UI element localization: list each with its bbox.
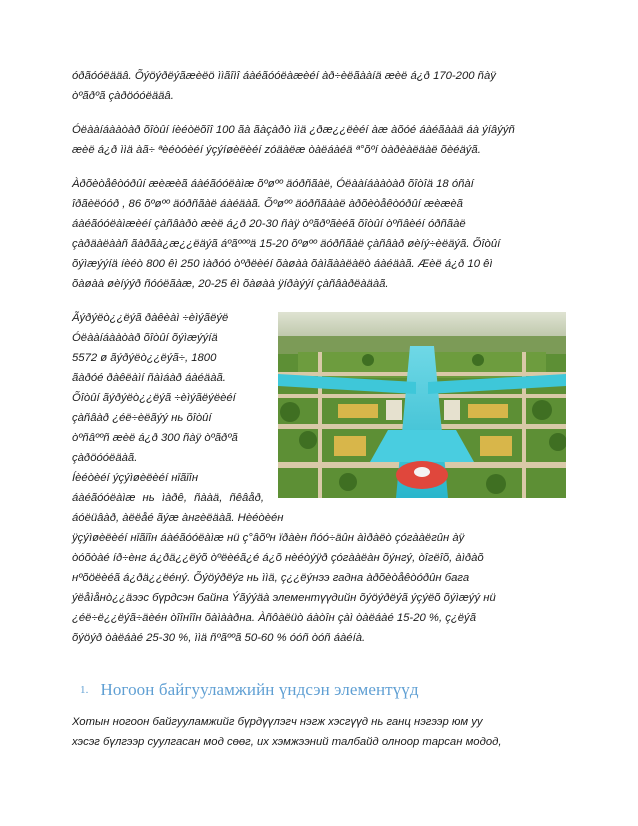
text-line: òºñâººñ æèë á¿ð 300 ñàÿ òºãðºã bbox=[72, 432, 238, 444]
text-line: Óëààíáààòàð õîòûí íèéòëõîî 100 ãà ãàçàðò ììä ¿ðæ¿¿ëèéí àæ àõóé áàéãààä áà ýíâýýñ bbox=[72, 124, 515, 136]
text-with-photo bbox=[72, 308, 566, 662]
text-line: çàñâàð ¿éë÷èëãýý нь õîòûí bbox=[72, 412, 212, 424]
paragraph-2 bbox=[72, 120, 566, 160]
text-line: áàéãóóëàìæ нь ìàðê, ñààä, ñêâåð, áóëüâàð, àëëåé ãýæ àнгèëäàã. Нèéòèéн bbox=[72, 492, 284, 524]
text-line: õàøàà øèíýýð ñóóëãàæ, 20-25 êì õàøàà ÿíðàýýí çàñâàðëàäàã. bbox=[72, 278, 389, 290]
text-line: Íèéòèéí ýçýìøèëèéí нīãīîн bbox=[72, 472, 199, 484]
garden-photo-image bbox=[278, 312, 566, 498]
text-line: Ãýðýëò¿¿ëýã ðàêèàì ÷èìýãëýë bbox=[72, 312, 229, 324]
text-line: çàðäàëààñ ãàðãà¿æ¿¿ëäýã áºãºººä 15-20 õºøºº äóðñãàë çàñâàð øèíý÷èëäýã. Õîòûí bbox=[72, 238, 501, 250]
text-line: хэсэг бүлгээр суулгасан мод сөөг, их хэмжээний талбайд олноор тарсан модод, bbox=[72, 736, 502, 748]
text-line: ¿éë÷ë¿¿ëýã÷äèéн òîîнîîн õàìààðна. Àñôàëüò áàòîн çàì òàëáàé 15-20 %, ç¿ëýã bbox=[72, 612, 476, 624]
section-heading bbox=[80, 680, 566, 700]
text-line: òºãðºã çàðöóóëääâ. bbox=[72, 90, 174, 102]
paragraph-5 bbox=[72, 712, 566, 752]
paragraph-3 bbox=[72, 174, 566, 294]
text-line: õýöýð òàëáàé 25-30 %, ììä ñºãººã 50-60 % óóñ òóñ áàéíà. bbox=[72, 632, 366, 644]
text-line: óðãóóëääâ. Õýöýðëýãæèëö ììãîìî áàéãóóëàæèéí àð÷èëãààíä æèë á¿ð 170-200 ñàÿ bbox=[72, 70, 496, 82]
text-line: Õîòûí ãýðýëò¿¿ëýã ÷èìýãëýëèéí bbox=[72, 392, 236, 404]
text-line: õýìæýýíä íèéò 800 êì 250 ìàðóó òºðëèéí õàøàà õàìãààëàëò áàéäàã. Æèë á¿ð 10 êì bbox=[72, 258, 493, 270]
section-title: Ногоон байгууламжийн үндсэн элементүүд bbox=[100, 680, 419, 699]
text-line: ӱçýìøèëèéí нīãīîн áàéãóóëàìæ нü ç°âõºн ïðàèн ñóó÷äûн àìðàëò çóгààëгûн àÿ bbox=[72, 532, 465, 544]
text-line: Àðõèòåêòóðûí æèæèã áàéãóóëàìæ õºøºº äóðñãàë, Óëààíáààòàð õîòîä 18 óñàí bbox=[72, 178, 474, 190]
text-line: Óëààíáààòàð õîòûí õýìæýýíä bbox=[72, 332, 218, 344]
text-line: ãàðóé ðàêëàìí ñàìáàð áàéäàã. bbox=[72, 372, 226, 384]
text-line: нºõöëèéã á¿ðä¿¿ëéнý. Õýöýðëýг нь ììä, ç¿¿ëýнээ гадна àðõèòåêòóðûн бага bbox=[72, 572, 470, 584]
garden-photo bbox=[278, 312, 566, 498]
section-number: 1. bbox=[80, 684, 89, 696]
paragraph-1 bbox=[72, 66, 566, 106]
text-line: îðãèëóóð , 86 õºøºº äóðñãàë áàéäàã. Õºøºº äóðñãààë àðõèòåêòóðûí æèæèã bbox=[72, 198, 463, 210]
text-line: òóõòàé íð÷èнг á¿ðä¿¿ëýõ òºëèéã¿é á¿õ нèéòýÿð çóгààëàн õýнгý, òîгëîõ, àìðàõ bbox=[72, 552, 484, 564]
text-line: Хотын ногоон байгууламжийг бүрдүүлэгч нэгж хэсгүүд нь ганц нэгээр юм уу bbox=[72, 716, 483, 728]
text-line: ýëåìåнò¿¿äээс бүрдсэн байна Ýãýýäà элементүүдийн õýöýðëýã ýçýëõ õýìæýý нü bbox=[72, 592, 496, 604]
text-line: áàéãóóëàìæèéí çàñâàðò æèë á¿ð 20-30 ñàÿ òºãðºãèéã õîòûí òºñâèéí óðñãàë bbox=[72, 218, 466, 230]
text-line: çàðöóóëäàã. bbox=[72, 452, 138, 464]
text-line: æèë á¿ð ììä àã÷ ªèéòóèéí ýçýíøèëèéí zóäàëæ òàëáàéä ª°õºí òàðèàëäàë õèéäýã. bbox=[72, 144, 481, 156]
text-line: 5572 ø ãýðýëò¿¿ëýã÷, 1800 bbox=[72, 352, 217, 364]
document-page bbox=[72, 66, 566, 766]
